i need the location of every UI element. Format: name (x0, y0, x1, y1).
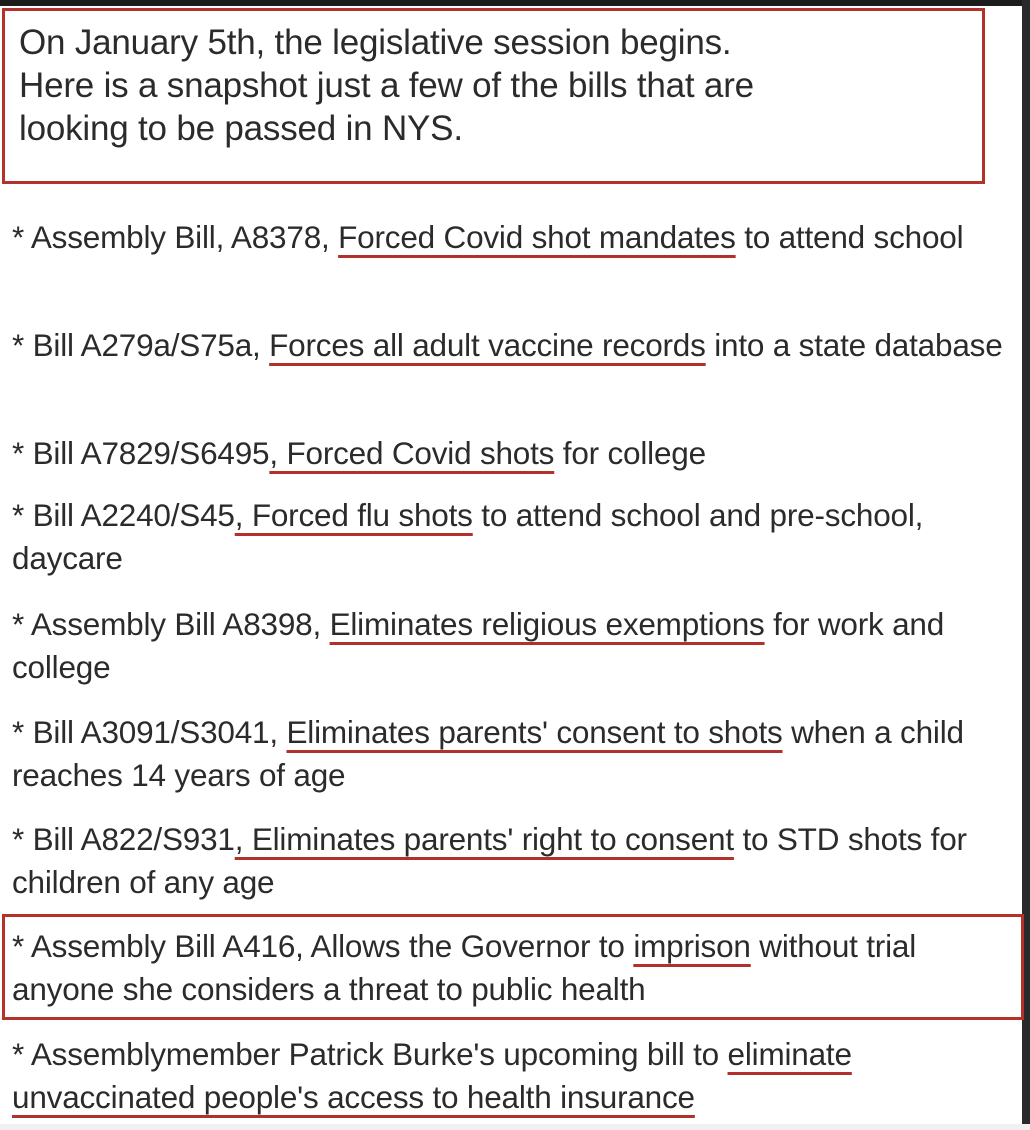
bill-prefix: * Assembly Bill, A8378, (12, 219, 339, 255)
bill-underlined: Forces all adult vaccine records (269, 327, 706, 363)
bill-underlined: eliminate unvaccinated people's access to health insurance (12, 1036, 852, 1116)
bill-underlined: , Eliminates parents' right to consent (234, 821, 734, 857)
top-border (0, 0, 1030, 6)
bill-underlined: Forced Covid shot mandates (338, 219, 736, 255)
bill-suffix: for work and college (12, 606, 945, 686)
bill-item-a822 (12, 818, 1012, 905)
bill-underlined: imprison (633, 928, 751, 964)
bill-prefix: * Bill A279a/S75a, (12, 327, 270, 363)
bill-suffix: to attend school (735, 219, 964, 255)
bill-item-a416 (12, 925, 1012, 1012)
bill-underlined: Eliminates parents' consent to shots (286, 714, 783, 750)
bill-suffix: for college (554, 435, 706, 471)
bill-suffix: to STD shots for children of any age (12, 821, 967, 901)
bill-item-a7829 (12, 432, 1012, 475)
bill-suffix: without trial anyone she considers a threat to public health (12, 928, 917, 1008)
bill-suffix: to attend school and pre-school, daycare (12, 497, 924, 577)
bill-suffix: when a child reaches 14 years of age (12, 714, 964, 794)
bill-item-a3091 (12, 711, 1012, 798)
bill-prefix: * Bill A822/S931 (12, 821, 235, 857)
bill-item-a279a (12, 324, 1012, 367)
bill-prefix: * Bill A7829/S6495 (12, 435, 270, 471)
bill-prefix: * Assemblymember Patrick Burke's upcoming bill to (12, 1036, 728, 1072)
bill-underlined: , Forced flu shots (234, 497, 473, 533)
intro-box (2, 8, 985, 184)
bill-prefix: * Assembly Bill A416, Allows the Governor to (12, 928, 634, 964)
bill-suffix: into a state database (705, 327, 1003, 363)
bill-underlined: Eliminates religious exemptions (329, 606, 765, 642)
bill-prefix: * Bill A3091/S3041, (12, 714, 287, 750)
intro-line-3: looking to be passed in NYS. (19, 109, 463, 149)
bill-item-a8398 (12, 603, 1012, 690)
bill-prefix: * Assembly Bill A8398, (12, 606, 330, 642)
bill-item-a2240 (12, 494, 1012, 581)
intro-line-1: On January 5th, the legislative session begins. (19, 23, 732, 62)
bottom-border (0, 1124, 1030, 1130)
bill-underlined: , Forced Covid shots (269, 435, 555, 471)
bill-item-a8378 (12, 216, 1012, 259)
bill-item-burke (12, 1033, 1012, 1120)
intro-line-2: Here is a snapshot just a few of the bills that are (19, 66, 754, 106)
bill-prefix: * Bill A2240/S45 (12, 497, 235, 533)
